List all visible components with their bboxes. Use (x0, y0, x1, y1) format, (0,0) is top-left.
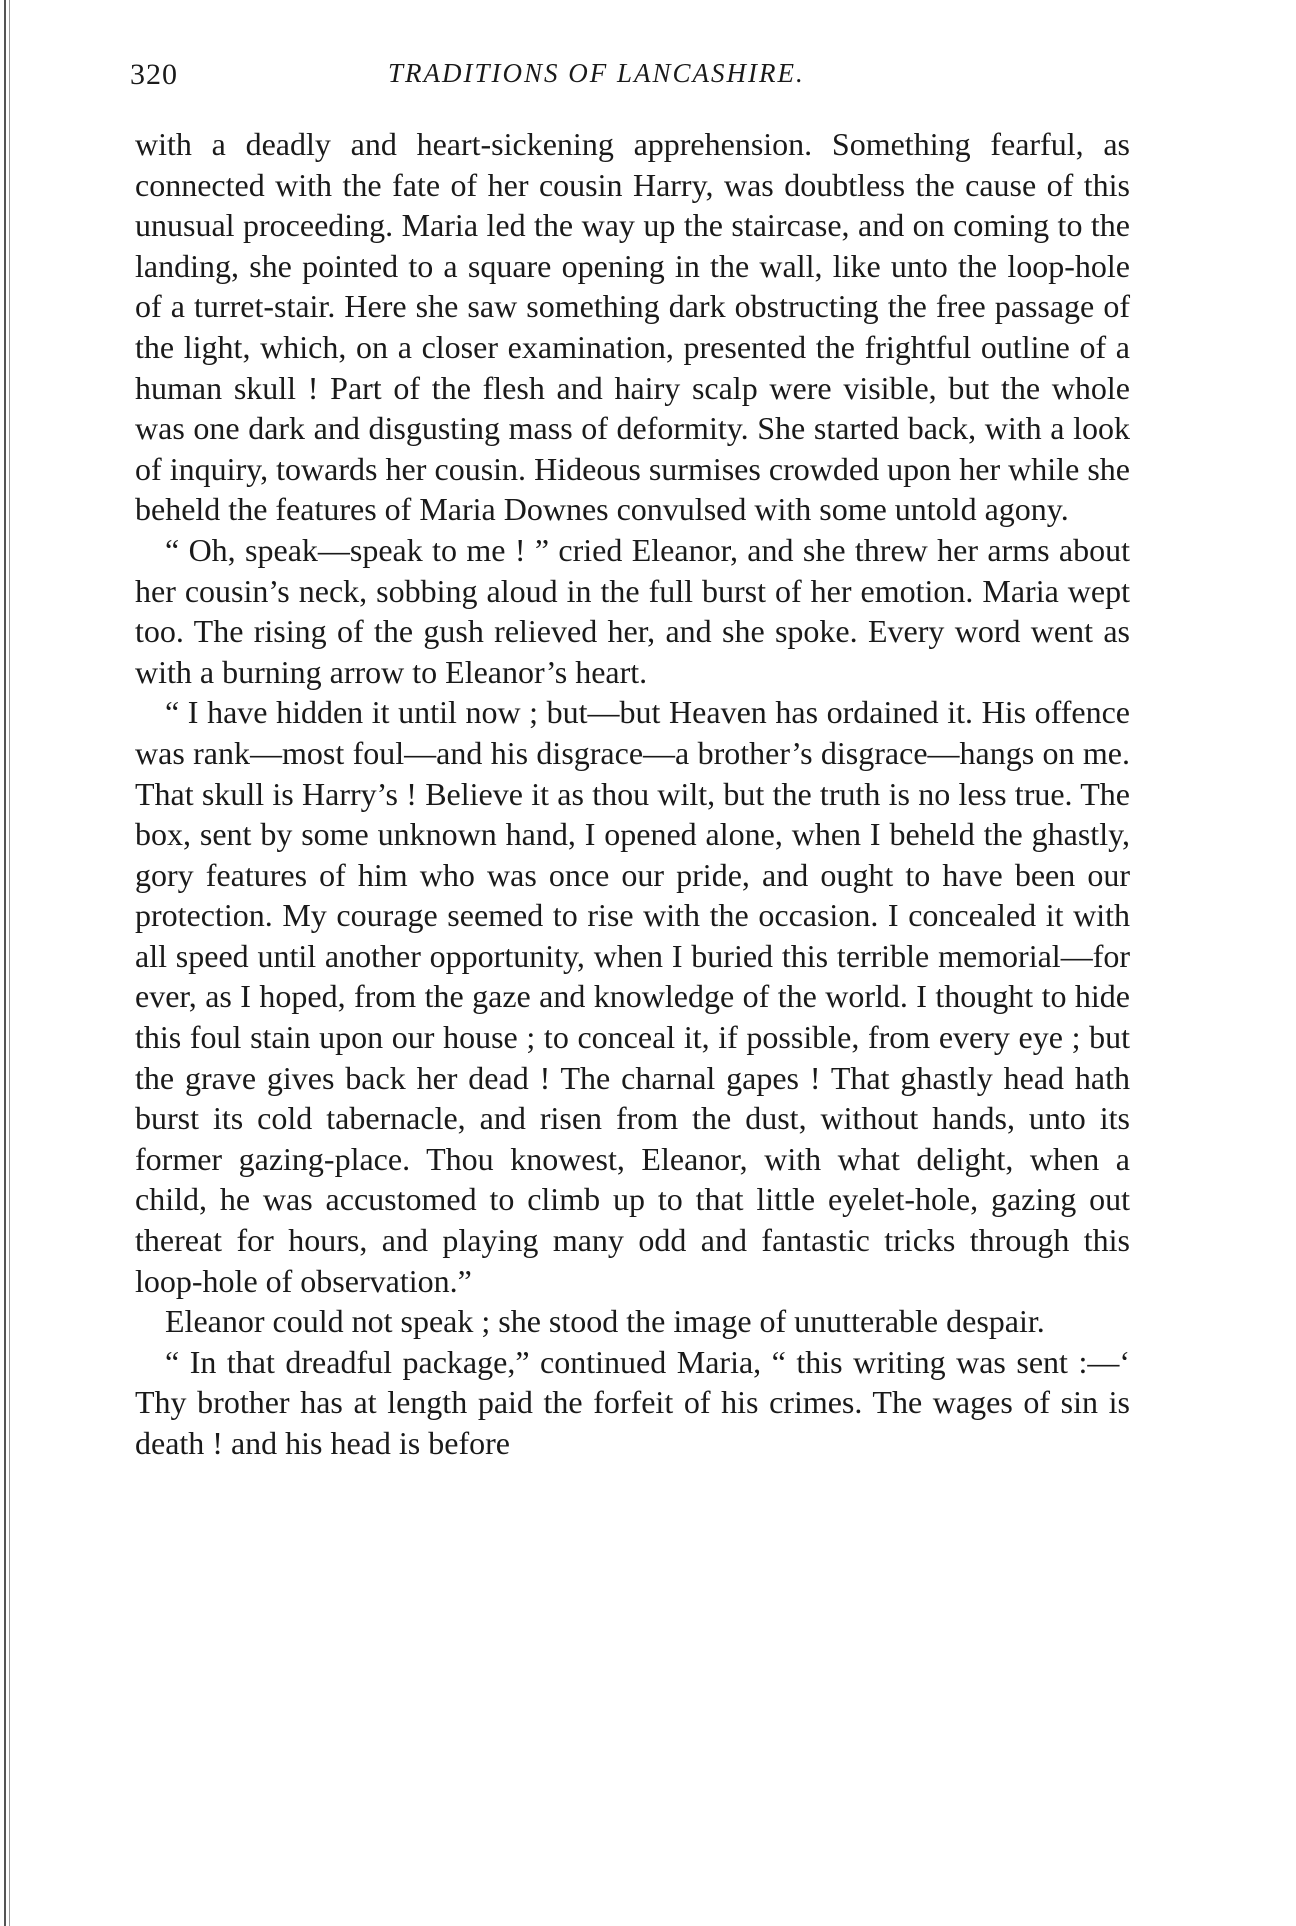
running-title: TRADITIONS OF LANCASHIRE. (388, 58, 805, 88)
paragraph-2: “ Oh, speak—speak to me ! ” cried Eleanor, and she threw her arms about her cousin’s neck, sobbing aloud in the full burst of her emotion. Maria wept too. The rising of the gush relieved her, and she spoke. Every word went as with a burning arrow to Eleanor’s heart. (135, 531, 1130, 690)
paragraph-3: “ I have hidden it until now ; but—but Heaven has ordained it. His offence was rank—most foul—and his disgrace—a brother’s disgrace—hangs on me. That skull is Harry’s ! Believe it as thou wilt, but the truth is no less true. The box, sent by some unknown hand, I opened alone, when I beheld the ghastly, gory features of him who was once our pride, and ought to have been our protection. My courage seemed to rise with the occasion. I concealed it with all speed until another opportunity, when I buried this terrible memorial—for ever, as I hoped, from the gaze and knowledge of the world. I thought to hide this foul stain upon our house ; to conceal it, if possible, from every eye ; but the grave gives back her dead ! The charnal gapes ! That ghastly head hath burst its cold tabernacle, and risen from the dust, without hands, unto its former gazing-place. Thou knowest, Eleanor, with what delight, when a child, he was accustomed to climb up to that little eyelet-hole, gazing out thereat for hours, and playing many odd and fantastic tricks through this loop-hole of observation.” (135, 694, 1130, 1299)
paragraph-1: with a deadly and heart-sickening apprehension. Something fearful, as connected with the fate of her cousin Harry, was doubtless the cause of this unusual proceeding. Maria led the way up the staircase, and on coming to the landing, she pointed to a square opening in the wall, like unto the loop-hole of a turret-stair. Here she saw something dark obstructing the free passage of the light, which, on a closer examination, presented the frightful outline of a human skull ! Part of the flesh and hairy scalp were visible, but the whole was one dark and disgusting mass of deformity. She started back, with a look of inquiry, towards her cousin. Hideous surmises crowded upon her while she beheld the features of Maria Downes convulsed with some untold agony. (135, 126, 1130, 528)
running-head (130, 58, 1110, 98)
paragraph-5: “ In that dreadful package,” continued Maria, “ this writing was sent :—‘ Thy brother has at length paid the forfeit of his crimes. The wages of sin is death ! and his head is before (135, 1343, 1130, 1461)
paragraph-4: Eleanor could not speak ; she stood the image of unutterable despair. (165, 1303, 1045, 1340)
page-number: 320 (130, 58, 178, 91)
page-edge-line (4, 0, 6, 1926)
body-text (135, 124, 1130, 1464)
page-edge-line-inner (9, 0, 10, 1926)
